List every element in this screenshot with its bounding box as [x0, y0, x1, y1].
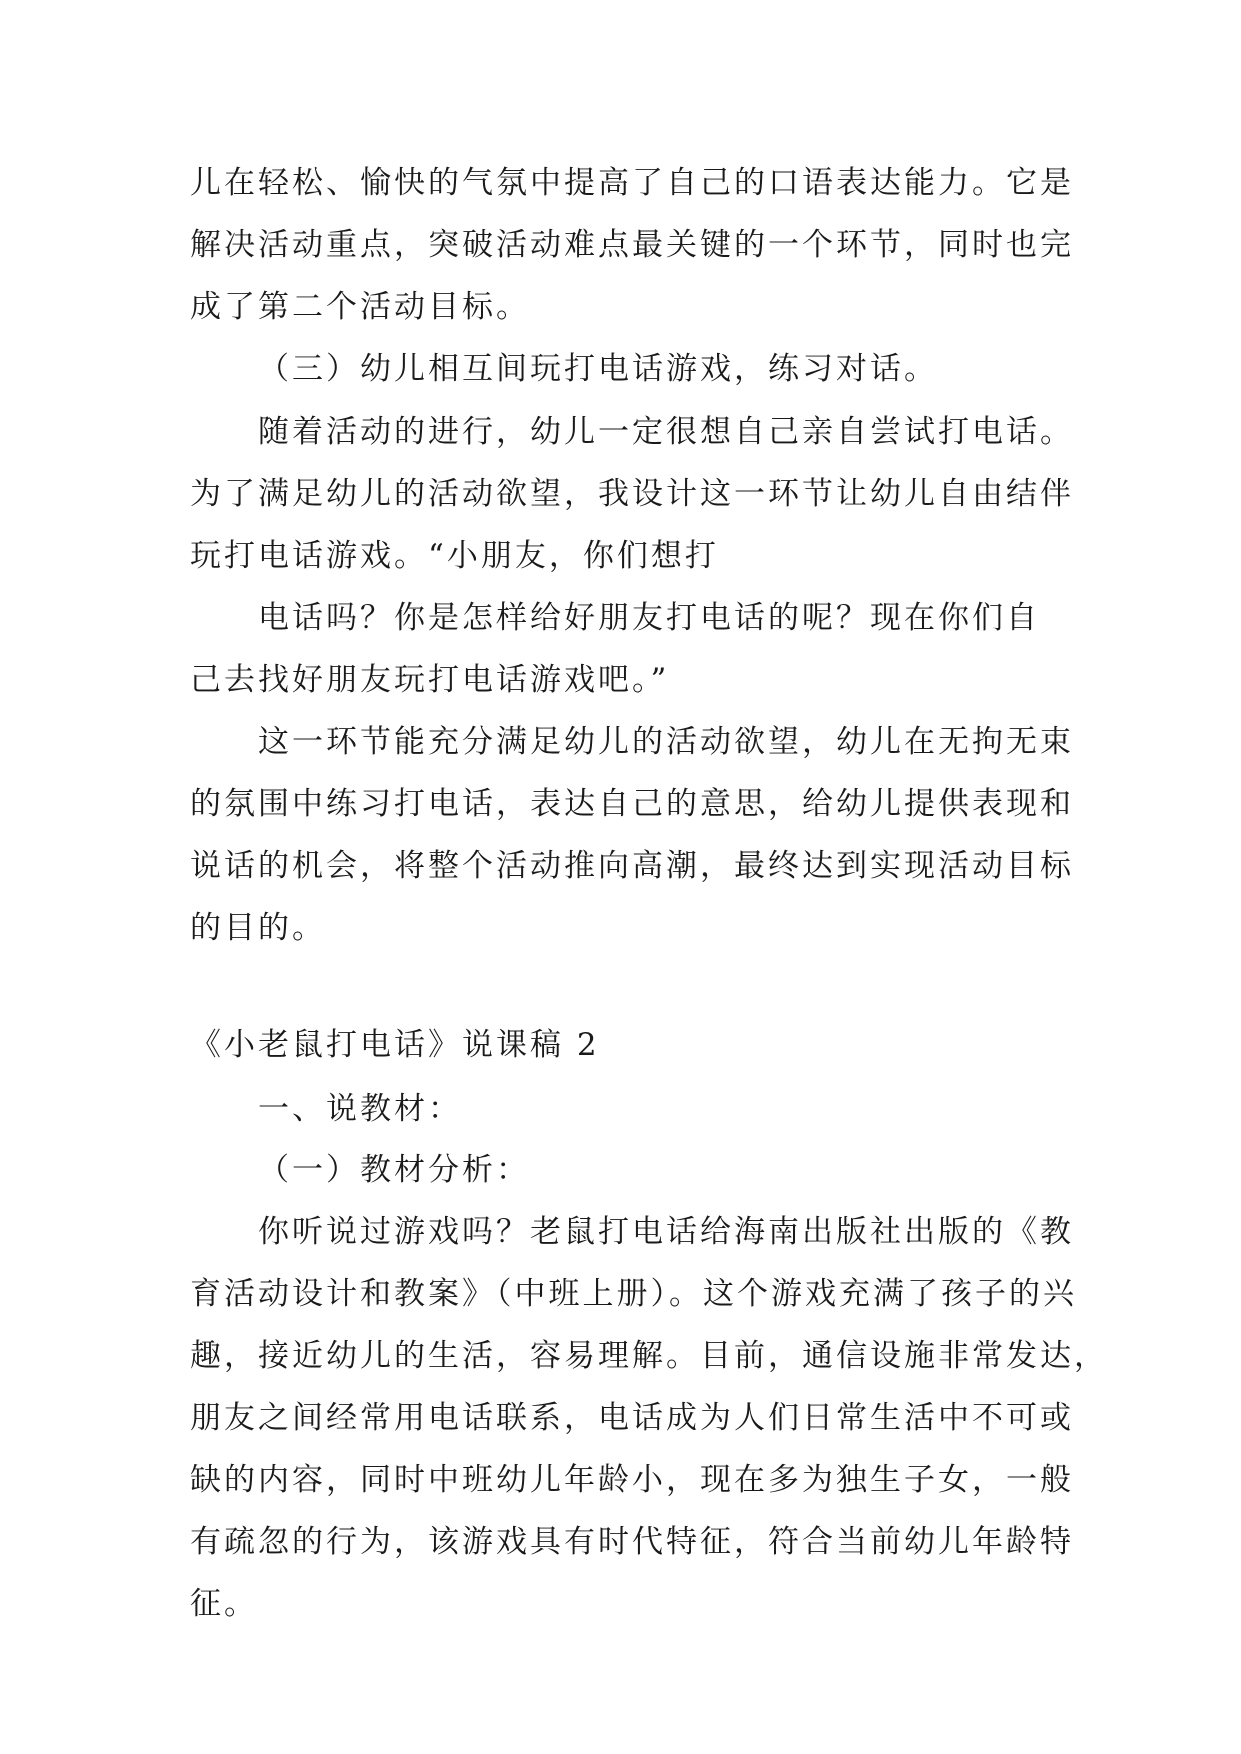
text-line: 的氛围中练习打电话，表达自己的意思，给幼儿提供表现和: [190, 786, 1074, 822]
text-line: 的目的。: [190, 910, 326, 946]
text-line: 趣，接近幼儿的生活，容易理解。目前，通信设施非常发达，: [190, 1338, 1108, 1374]
text-line: 随着活动的进行，幼儿一定很想自己亲自尝试打电话。: [258, 414, 1074, 450]
section-heading: （三）幼儿相互间玩打电话游戏，练习对话。: [258, 351, 938, 387]
subsection-heading: （一）教材分析：: [258, 1152, 530, 1188]
text-line: 成了第二个活动目标。: [190, 289, 530, 325]
text-line: 解决活动重点，突破活动难点最关键的一个环节，同时也完: [190, 227, 1074, 263]
text-line: 育活动设计和教案》（中班上册）。这个游戏充满了孩子的兴: [190, 1276, 1077, 1312]
text-line: 缺的内容，同时中班幼儿年龄小，现在多为独生子女，一般: [190, 1462, 1074, 1498]
text-line: 朋友之间经常用电话联系，电话成为人们日常生活中不可或: [190, 1400, 1074, 1436]
text-line: 说话的机会，将整个活动推向高潮，最终达到实现活动目标: [190, 848, 1074, 884]
text-line: 为了满足幼儿的活动欲望，我设计这一环节让幼儿自由结伴: [190, 476, 1074, 512]
text-line: 电话吗？你是怎样给好朋友打电话的呢？现在你们自: [258, 600, 1040, 636]
text-line: 有疏忽的行为，该游戏具有时代特征，符合当前幼儿年龄特: [190, 1524, 1074, 1560]
text-line: 己去找好朋友玩打电话游戏吧。”: [190, 662, 670, 698]
text-line: 这一环节能充分满足幼儿的活动欲望，幼儿在无拘无束: [258, 724, 1074, 760]
text-line: 玩打电话游戏。“小朋友，你们想打: [190, 538, 719, 574]
text-line: 儿在轻松、愉快的气氛中提高了自己的口语表达能力。它是: [190, 165, 1074, 201]
document-title: 《小老鼠打电话》说课稿 2: [190, 1027, 600, 1063]
text-line: 你听说过游戏吗？老鼠打电话给海南出版社出版的《教: [258, 1214, 1074, 1250]
section-heading: 一、说教材：: [258, 1091, 462, 1127]
text-line: 征。: [190, 1586, 258, 1622]
